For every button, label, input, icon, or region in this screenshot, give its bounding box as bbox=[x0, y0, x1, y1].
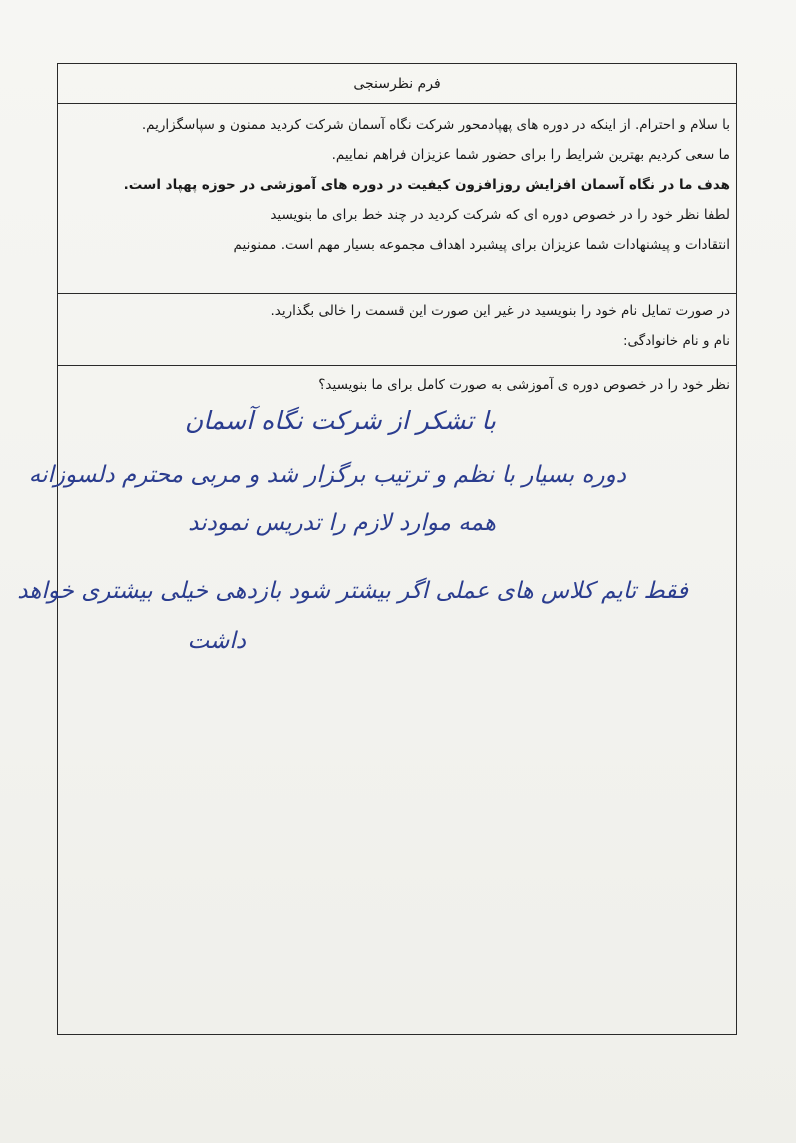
form-title: فرم نظرسنجی bbox=[353, 75, 441, 92]
handwritten-line: فقط تایم کلاس های عملی اگر بیشتر شود بازدهی خیلی بیشتری خواهد bbox=[17, 578, 688, 604]
handwritten-line: دوره بسیار با نظم و ترتیب برگزار شد و مربی محترم دلسوزانه bbox=[28, 462, 626, 488]
handwritten-line: داشت bbox=[187, 628, 246, 654]
intro-line: لطفا نظر خود را در خصوص دوره ای که شرکت کردید در چند خط برای ما بنویسید bbox=[270, 207, 730, 223]
name-section bbox=[58, 294, 736, 366]
intro-line: با سلام و احترام. از اینکه در دوره های پهپادمحور شرکت نگاه آسمان شرکت کردید ممنون و سپاسگزاریم. bbox=[141, 117, 730, 133]
intro-line: ما سعی کردیم بهترین شرایط را برای حضور شما عزیزان فراهم نماییم. bbox=[331, 147, 730, 163]
intro-line: هدف ما در نگاه آسمان افزایش روزافزون کیفیت در دوره های آموزشی در حوزه پهپاد است. bbox=[123, 177, 730, 193]
survey-form bbox=[17, 63, 737, 1035]
name-instruction: در صورت تمایل نام خود را بنویسید در غیر این صورت این قسمت را خالی بگذارید. bbox=[270, 303, 730, 319]
handwritten-line: با تشکر از شرکت نگاه آسمان bbox=[184, 406, 496, 435]
intro-line: انتقادات و پیشنهادات شما عزیزان برای پیشبرد اهداف مجموعه بسیار مهم است. ممنونیم bbox=[233, 237, 730, 253]
opinion-section bbox=[17, 366, 736, 1034]
form-title-row bbox=[58, 64, 736, 104]
handwritten-line: همه موارد لازم را تدریس نمودند bbox=[188, 510, 496, 536]
name-label: نام و نام خانوادگی: bbox=[622, 333, 730, 349]
opinion-prompt: نظر خود را در خصوص دوره ی آموزشی به صورت کامل برای ما بنویسید؟ bbox=[318, 377, 730, 393]
intro-section bbox=[58, 104, 736, 294]
